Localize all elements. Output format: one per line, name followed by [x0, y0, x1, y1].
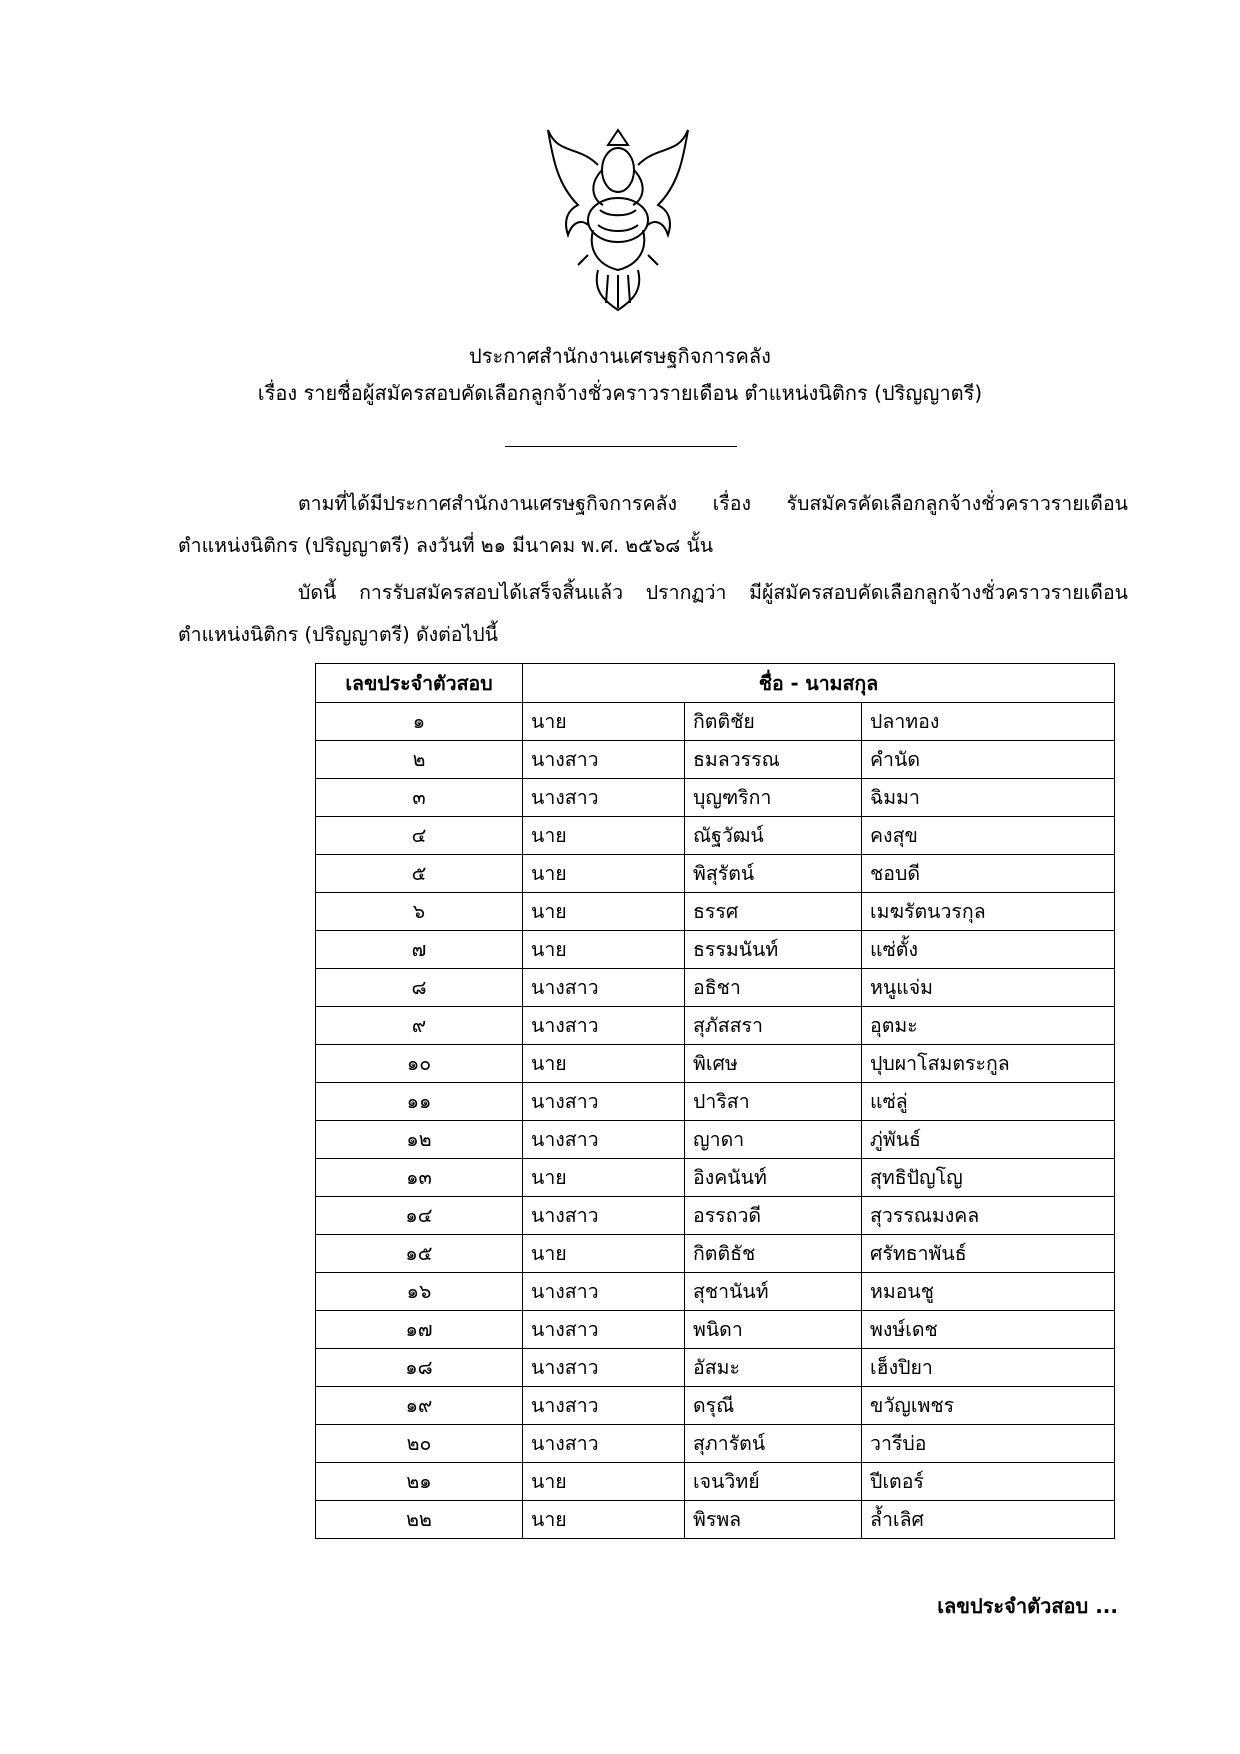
table-row	[316, 1425, 1115, 1463]
prefix-cell: นางสาว	[523, 1349, 685, 1387]
prefix-cell: นาย	[523, 1463, 685, 1501]
table-row	[316, 779, 1115, 817]
last-name-cell: แซ่ลู่	[862, 1083, 1115, 1121]
paragraph-1-line-1	[178, 483, 1128, 525]
table-row	[316, 893, 1115, 931]
last-name-cell: สุทธิปัญโญ	[862, 1159, 1115, 1197]
prefix-cell: นางสาว	[523, 969, 685, 1007]
header-exam-id: เลขประจำตัวสอบ	[316, 664, 523, 703]
last-name-cell: ขวัญเพชร	[862, 1387, 1115, 1425]
paragraph-1-line-2: ตำแหน่งนิติกร (ปริญญาตรี) ลงวันที่ ๒๑ มีนาคม พ.ศ. ๒๕๖๘ นั้น	[178, 534, 714, 557]
first-name-cell: พิรพล	[685, 1501, 862, 1539]
table-row	[316, 1349, 1115, 1387]
table-row	[316, 1121, 1115, 1159]
table-row	[316, 741, 1115, 779]
first-name-cell: ณัฐวัฒน์	[685, 817, 862, 855]
last-name-cell: เฮ็งปิยา	[862, 1349, 1115, 1387]
first-name-cell: พิสุรัตน์	[685, 855, 862, 893]
table-row	[316, 1387, 1115, 1425]
last-name-cell: ฉิมมา	[862, 779, 1115, 817]
last-name-cell: ภู่พันธ์	[862, 1121, 1115, 1159]
exam-id-cell: ๑๓	[316, 1159, 523, 1197]
exam-id-cell: ๓	[316, 779, 523, 817]
prefix-cell: นาย	[523, 931, 685, 969]
exam-id-cell: ๒	[316, 741, 523, 779]
prefix-cell: นางสาว	[523, 779, 685, 817]
exam-id-cell: ๑๑	[316, 1083, 523, 1121]
prefix-cell: นาย	[523, 817, 685, 855]
continuation-note: เลขประจำตัวสอบ ...	[937, 1594, 1118, 1618]
title-divider	[505, 446, 737, 447]
prefix-cell: นาย	[523, 1235, 685, 1273]
paragraph-2-line-2: ตำแหน่งนิติกร (ปริญญาตรี) ดังต่อไปนี้	[178, 623, 499, 646]
last-name-cell: ปีเตอร์	[862, 1463, 1115, 1501]
last-name-cell: ชอบดี	[862, 855, 1115, 893]
table-row	[316, 1235, 1115, 1273]
exam-id-cell: ๑	[316, 703, 523, 741]
first-name-cell: ดรุณี	[685, 1387, 862, 1425]
table-row	[316, 1501, 1115, 1539]
first-name-cell: สุภารัตน์	[685, 1425, 862, 1463]
first-name-cell: ญาดา	[685, 1121, 862, 1159]
prefix-cell: นาย	[523, 893, 685, 931]
exam-id-cell: ๒๒	[316, 1501, 523, 1539]
prefix-cell: นาย	[523, 1045, 685, 1083]
last-name-cell: พงษ์เดช	[862, 1311, 1115, 1349]
table-row	[316, 1463, 1115, 1501]
last-name-cell: ปุบผาโสมตระกูล	[862, 1045, 1115, 1083]
first-name-cell: อิงคนันท์	[685, 1159, 862, 1197]
prefix-cell: นาย	[523, 1159, 685, 1197]
first-name-cell: พิเศษ	[685, 1045, 862, 1083]
last-name-cell: เมฆรัตนวรกุล	[862, 893, 1115, 931]
table-row	[316, 931, 1115, 969]
last-name-cell: ปลาทอง	[862, 703, 1115, 741]
last-name-cell: แซ่ตั้ง	[862, 931, 1115, 969]
exam-id-cell: ๑๒	[316, 1121, 523, 1159]
table-body	[316, 703, 1115, 1539]
first-name-cell: ธรรมนันท์	[685, 931, 862, 969]
first-name-cell: กิตติธัช	[685, 1235, 862, 1273]
exam-id-cell: ๑๖	[316, 1273, 523, 1311]
garuda-emblem-icon	[538, 125, 698, 315]
announcement-subject: เรื่อง รายชื่อผู้สมัครสอบคัดเลือกลูกจ้างชั่วคราวรายเดือน ตำแหน่งนิติกร (ปริญญาตรี)	[257, 381, 983, 405]
table-row	[316, 1273, 1115, 1311]
exam-id-cell: ๗	[316, 931, 523, 969]
exam-id-cell: ๖	[316, 893, 523, 931]
prefix-cell: นางสาว	[523, 1387, 685, 1425]
exam-id-cell: ๑๘	[316, 1349, 523, 1387]
table-header-row	[316, 664, 1115, 703]
exam-id-cell: ๑๕	[316, 1235, 523, 1273]
first-name-cell: เจนวิทย์	[685, 1463, 862, 1501]
prefix-cell: นางสาว	[523, 1273, 685, 1311]
prefix-cell: นาย	[523, 703, 685, 741]
table-row	[316, 1083, 1115, 1121]
exam-id-cell: ๒๑	[316, 1463, 523, 1501]
prefix-cell: นางสาว	[523, 1425, 685, 1463]
exam-id-cell: ๑๙	[316, 1387, 523, 1425]
last-name-cell: ล้ำเลิศ	[862, 1501, 1115, 1539]
prefix-cell: นางสาว	[523, 1121, 685, 1159]
prefix-cell: นางสาว	[523, 1311, 685, 1349]
table-row	[316, 1197, 1115, 1235]
last-name-cell: หมอนชู	[862, 1273, 1115, 1311]
paragraph-2-line-1	[178, 572, 1128, 614]
first-name-cell: อรรถวดี	[685, 1197, 862, 1235]
table-row	[316, 969, 1115, 1007]
prefix-cell: นาย	[523, 1501, 685, 1539]
first-name-cell: บุญฑริกา	[685, 779, 862, 817]
announcement-title: ประกาศสำนักงานเศรษฐกิจการคลัง	[469, 344, 771, 368]
first-name-cell: สุชานันท์	[685, 1273, 862, 1311]
first-name-cell: สุภัสสรา	[685, 1007, 862, 1045]
exam-id-cell: ๕	[316, 855, 523, 893]
last-name-cell: คำนัด	[862, 741, 1115, 779]
exam-id-cell: ๑๔	[316, 1197, 523, 1235]
exam-id-cell: ๒๐	[316, 1425, 523, 1463]
first-name-cell: ธมลวรรณ	[685, 741, 862, 779]
prefix-cell: นางสาว	[523, 741, 685, 779]
exam-id-cell: ๔	[316, 817, 523, 855]
exam-id-cell: ๑๐	[316, 1045, 523, 1083]
first-name-cell: อธิชา	[685, 969, 862, 1007]
paragraph-2-line-1-text: บัดนี้ การรับสมัครสอบได้เสร็จสิ้นแล้ว ปรากฏว่า มีผู้สมัครสอบคัดเลือกลูกจ้างชั่วคราวรายเดือน	[298, 581, 1128, 604]
header-full-name: ชื่อ - นามสกุล	[523, 664, 1115, 703]
table-row	[316, 817, 1115, 855]
prefix-cell: นางสาว	[523, 1007, 685, 1045]
last-name-cell: หนูแจ่ม	[862, 969, 1115, 1007]
table-row	[316, 1045, 1115, 1083]
first-name-cell: ธรรศ	[685, 893, 862, 931]
table-row	[316, 855, 1115, 893]
prefix-cell: นาย	[523, 855, 685, 893]
table-row	[316, 1311, 1115, 1349]
exam-id-cell: ๘	[316, 969, 523, 1007]
first-name-cell: พนิดา	[685, 1311, 862, 1349]
exam-id-cell: ๙	[316, 1007, 523, 1045]
last-name-cell: อุตมะ	[862, 1007, 1115, 1045]
first-name-cell: ปาริสา	[685, 1083, 862, 1121]
table-row	[316, 703, 1115, 741]
applicant-table	[315, 663, 1115, 1539]
table-row	[316, 1007, 1115, 1045]
table-row	[316, 1159, 1115, 1197]
first-name-cell: กิตติชัย	[685, 703, 862, 741]
last-name-cell: วารีบ่อ	[862, 1425, 1115, 1463]
first-name-cell: อัสมะ	[685, 1349, 862, 1387]
last-name-cell: ศรัทธาพันธ์	[862, 1235, 1115, 1273]
exam-id-cell: ๑๗	[316, 1311, 523, 1349]
last-name-cell: คงสุข	[862, 817, 1115, 855]
last-name-cell: สุวรรณมงคล	[862, 1197, 1115, 1235]
prefix-cell: นางสาว	[523, 1197, 685, 1235]
paragraph-1-line-1-text: ตามที่ได้มีประกาศสำนักงานเศรษฐกิจการคลัง เรื่อง รับสมัครคัดเลือกลูกจ้างชั่วคราวรายเดือน	[298, 492, 1128, 515]
prefix-cell: นางสาว	[523, 1083, 685, 1121]
